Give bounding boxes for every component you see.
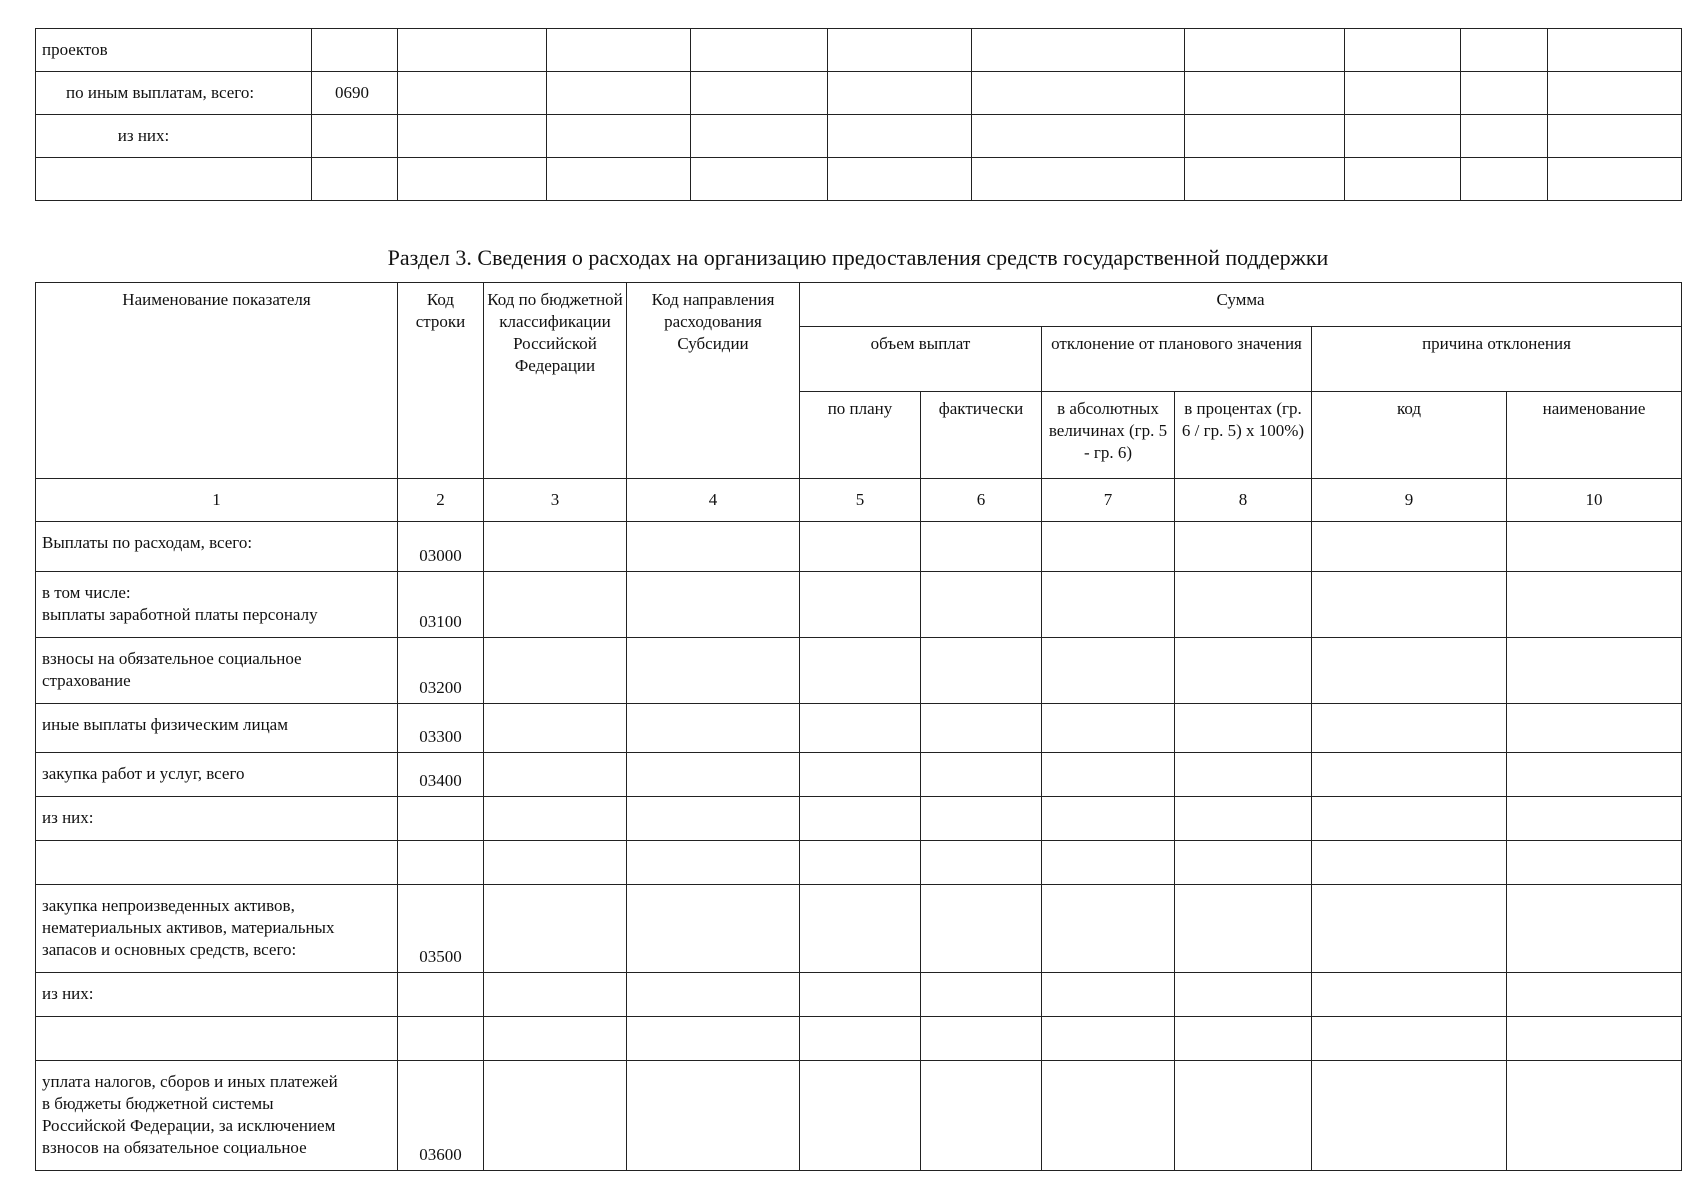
value-cell[interactable] xyxy=(627,973,800,1017)
cell[interactable] xyxy=(547,158,691,201)
value-cell[interactable] xyxy=(921,572,1042,638)
value-cell[interactable] xyxy=(1042,704,1175,753)
value-cell[interactable] xyxy=(627,704,800,753)
value-cell[interactable] xyxy=(1312,704,1507,753)
value-cell[interactable] xyxy=(800,973,921,1017)
value-cell[interactable] xyxy=(1507,522,1682,572)
cell[interactable] xyxy=(1345,158,1461,201)
header-name: Наименование показателя xyxy=(36,283,398,479)
cell[interactable] xyxy=(828,29,972,72)
continuation-table xyxy=(35,28,1682,201)
value-cell[interactable] xyxy=(1042,841,1175,885)
value-cell[interactable] xyxy=(1175,753,1312,797)
row-code: 03500 xyxy=(398,885,484,973)
cell[interactable] xyxy=(1548,29,1682,72)
value-cell[interactable] xyxy=(1507,572,1682,638)
column-number: 8 xyxy=(1175,479,1312,522)
cell[interactable] xyxy=(691,158,828,201)
value-cell[interactable] xyxy=(800,797,921,841)
value-cell[interactable] xyxy=(484,522,627,572)
value-cell[interactable] xyxy=(1312,1017,1507,1061)
row-label: уплата налогов, сборов и иных платежей в бюджеты бюджетной системы Российской Федерации, за исключением взносов на обязательное социальное xyxy=(36,1061,398,1171)
table-row xyxy=(36,29,1682,72)
value-cell[interactable] xyxy=(1042,885,1175,973)
value-cell[interactable] xyxy=(921,753,1042,797)
row-code: 03600 xyxy=(398,1061,484,1171)
row-code: 03400 xyxy=(398,753,484,797)
row-code xyxy=(398,973,484,1017)
value-cell[interactable] xyxy=(1042,753,1175,797)
cell[interactable] xyxy=(1345,72,1461,115)
row-code: 03000 xyxy=(398,522,484,572)
row-name: из них: xyxy=(36,115,312,158)
value-cell[interactable] xyxy=(484,1061,627,1171)
row-label: закупка непроизведенных активов, нематериальных активов, материальных запасов и основных средств, всего: xyxy=(36,885,398,973)
value-cell[interactable] xyxy=(484,704,627,753)
table-row xyxy=(36,72,1682,115)
expenses-table xyxy=(35,282,1682,1171)
value-cell[interactable] xyxy=(1175,704,1312,753)
cell[interactable] xyxy=(691,115,828,158)
header-row-code: Код строки xyxy=(398,283,484,479)
table-row xyxy=(36,1017,1682,1061)
value-cell[interactable] xyxy=(484,638,627,704)
value-cell[interactable] xyxy=(1042,572,1175,638)
value-cell[interactable] xyxy=(1175,973,1312,1017)
cell[interactable] xyxy=(691,72,828,115)
cell[interactable] xyxy=(691,29,828,72)
row-label: иные выплаты физическим лицам xyxy=(36,704,398,753)
column-number: 7 xyxy=(1042,479,1175,522)
value-cell[interactable] xyxy=(921,704,1042,753)
value-cell[interactable] xyxy=(1507,638,1682,704)
row-code: 0690 xyxy=(312,72,398,115)
cell[interactable] xyxy=(398,72,547,115)
value-cell[interactable] xyxy=(1175,522,1312,572)
value-cell[interactable] xyxy=(800,638,921,704)
value-cell[interactable] xyxy=(1042,638,1175,704)
header-sum: Сумма xyxy=(800,283,1682,327)
value-cell[interactable] xyxy=(800,1061,921,1171)
row-code xyxy=(398,797,484,841)
value-cell[interactable] xyxy=(484,797,627,841)
value-cell[interactable] xyxy=(627,797,800,841)
value-cell[interactable] xyxy=(627,1017,800,1061)
table-row xyxy=(36,841,1682,885)
value-cell[interactable] xyxy=(1042,1061,1175,1171)
row-code xyxy=(398,841,484,885)
row-label xyxy=(36,841,398,885)
table-row xyxy=(36,115,1682,158)
value-cell[interactable] xyxy=(484,973,627,1017)
cell[interactable] xyxy=(1461,115,1548,158)
cell[interactable] xyxy=(1185,29,1345,72)
value-cell[interactable] xyxy=(484,1017,627,1061)
value-cell[interactable] xyxy=(1175,1061,1312,1171)
row-code xyxy=(312,29,398,72)
column-number: 5 xyxy=(800,479,921,522)
table-row xyxy=(36,158,1682,201)
header-reason: причина отклонения xyxy=(1312,327,1682,392)
cell[interactable] xyxy=(547,72,691,115)
value-cell[interactable] xyxy=(1312,572,1507,638)
header-absolute: в абсолютных величинах (гр. 5 - гр. 6) xyxy=(1042,392,1175,479)
header-actual: фактически xyxy=(921,392,1042,479)
value-cell[interactable] xyxy=(1042,522,1175,572)
value-cell[interactable] xyxy=(1312,753,1507,797)
value-cell[interactable] xyxy=(1312,638,1507,704)
value-cell[interactable] xyxy=(484,841,627,885)
value-cell[interactable] xyxy=(484,753,627,797)
header-payment-volume: объем выплат xyxy=(800,327,1042,392)
value-cell[interactable] xyxy=(1175,638,1312,704)
value-cell[interactable] xyxy=(921,797,1042,841)
value-cell[interactable] xyxy=(1042,797,1175,841)
column-number: 10 xyxy=(1507,479,1682,522)
row-code: 03200 xyxy=(398,638,484,704)
cell[interactable] xyxy=(1548,115,1682,158)
value-cell[interactable] xyxy=(1175,885,1312,973)
column-number: 3 xyxy=(484,479,627,522)
value-cell[interactable] xyxy=(800,1017,921,1061)
table-row xyxy=(36,973,1682,1017)
table-row xyxy=(36,753,1682,797)
value-cell[interactable] xyxy=(800,841,921,885)
cell[interactable] xyxy=(1185,72,1345,115)
cell[interactable] xyxy=(398,29,547,72)
value-cell[interactable] xyxy=(921,522,1042,572)
table-row xyxy=(36,885,1682,973)
row-label: взносы на обязательное социальное страхование xyxy=(36,638,398,704)
value-cell[interactable] xyxy=(1507,973,1682,1017)
cell[interactable] xyxy=(828,115,972,158)
header-budget-code: Код по бюджетной классификации Российской Федерации xyxy=(484,283,627,479)
cell[interactable] xyxy=(828,158,972,201)
section-title: Раздел 3. Сведения о расходах на организацию предоставления средств государственной поддержки xyxy=(387,245,1329,270)
row-label: Выплаты по расходам, всего: xyxy=(36,522,398,572)
value-cell[interactable] xyxy=(484,885,627,973)
row-name xyxy=(36,158,312,201)
table-row xyxy=(36,704,1682,753)
value-cell[interactable] xyxy=(921,841,1042,885)
row-code xyxy=(312,158,398,201)
row-label: закупка работ и услуг, всего xyxy=(36,753,398,797)
row-code: 03300 xyxy=(398,704,484,753)
value-cell[interactable] xyxy=(627,753,800,797)
header-row xyxy=(36,283,1682,327)
value-cell[interactable] xyxy=(921,1017,1042,1061)
cell[interactable] xyxy=(1345,29,1461,72)
value-cell[interactable] xyxy=(1175,797,1312,841)
value-cell[interactable] xyxy=(921,973,1042,1017)
value-cell[interactable] xyxy=(627,522,800,572)
value-cell[interactable] xyxy=(800,753,921,797)
value-cell[interactable] xyxy=(1507,1061,1682,1171)
value-cell[interactable] xyxy=(921,638,1042,704)
cell[interactable] xyxy=(547,115,691,158)
column-number: 4 xyxy=(627,479,800,522)
value-cell[interactable] xyxy=(1507,797,1682,841)
cell[interactable] xyxy=(1461,72,1548,115)
value-cell[interactable] xyxy=(1042,973,1175,1017)
value-cell[interactable] xyxy=(921,885,1042,973)
row-code xyxy=(312,115,398,158)
value-cell[interactable] xyxy=(1312,973,1507,1017)
cell[interactable] xyxy=(1548,158,1682,201)
column-number-row xyxy=(36,479,1682,522)
row-name: по иным выплатам, всего: xyxy=(36,72,312,115)
value-cell[interactable] xyxy=(627,1061,800,1171)
cell[interactable] xyxy=(1185,158,1345,201)
cell[interactable] xyxy=(1461,29,1548,72)
value-cell[interactable] xyxy=(800,885,921,973)
value-cell[interactable] xyxy=(1507,885,1682,973)
header-deviation: отклонение от планового значения xyxy=(1042,327,1312,392)
row-label: в том числе: выплаты заработной платы персоналу xyxy=(36,572,398,638)
value-cell[interactable] xyxy=(800,704,921,753)
cell[interactable] xyxy=(398,158,547,201)
header-reason-code: код xyxy=(1312,392,1507,479)
cell[interactable] xyxy=(547,29,691,72)
value-cell[interactable] xyxy=(1175,841,1312,885)
value-cell[interactable] xyxy=(1312,841,1507,885)
value-cell[interactable] xyxy=(1507,1017,1682,1061)
cell[interactable] xyxy=(1548,72,1682,115)
value-cell[interactable] xyxy=(1175,572,1312,638)
header-reason-name: наименование xyxy=(1507,392,1682,479)
table-row xyxy=(36,1061,1682,1171)
value-cell[interactable] xyxy=(921,1061,1042,1171)
value-cell[interactable] xyxy=(1042,1017,1175,1061)
value-cell[interactable] xyxy=(627,572,800,638)
value-cell[interactable] xyxy=(627,885,800,973)
value-cell[interactable] xyxy=(627,841,800,885)
table-row xyxy=(36,797,1682,841)
cell[interactable] xyxy=(1185,115,1345,158)
row-code: 03100 xyxy=(398,572,484,638)
header-plan: по плану xyxy=(800,392,921,479)
cell[interactable] xyxy=(1345,115,1461,158)
cell[interactable] xyxy=(1461,158,1548,201)
value-cell[interactable] xyxy=(1312,522,1507,572)
value-cell[interactable] xyxy=(1312,1061,1507,1171)
value-cell[interactable] xyxy=(800,522,921,572)
value-cell[interactable] xyxy=(1312,885,1507,973)
cell[interactable] xyxy=(972,115,1185,158)
value-cell[interactable] xyxy=(1507,753,1682,797)
cell[interactable] xyxy=(972,158,1185,201)
column-number: 2 xyxy=(398,479,484,522)
cell[interactable] xyxy=(828,72,972,115)
value-cell[interactable] xyxy=(1507,841,1682,885)
column-number: 9 xyxy=(1312,479,1507,522)
column-number: 1 xyxy=(36,479,398,522)
header-direction-code: Код направления расходования Субсидии xyxy=(627,283,800,479)
row-label xyxy=(36,1017,398,1061)
cell[interactable] xyxy=(972,29,1185,72)
table-row xyxy=(36,522,1682,572)
header-percent: в процентах (гр. 6 / гр. 5) x 100%) xyxy=(1175,392,1312,479)
row-label: из них: xyxy=(36,973,398,1017)
row-name: проектов xyxy=(36,29,312,72)
value-cell[interactable] xyxy=(1312,797,1507,841)
row-code xyxy=(398,1017,484,1061)
value-cell[interactable] xyxy=(1175,1017,1312,1061)
value-cell[interactable] xyxy=(800,572,921,638)
table-row xyxy=(36,638,1682,704)
cell[interactable] xyxy=(398,115,547,158)
value-cell[interactable] xyxy=(484,572,627,638)
column-number: 6 xyxy=(921,479,1042,522)
value-cell[interactable] xyxy=(627,638,800,704)
cell[interactable] xyxy=(972,72,1185,115)
row-label: из них: xyxy=(36,797,398,841)
table-row xyxy=(36,572,1682,638)
value-cell[interactable] xyxy=(1507,704,1682,753)
